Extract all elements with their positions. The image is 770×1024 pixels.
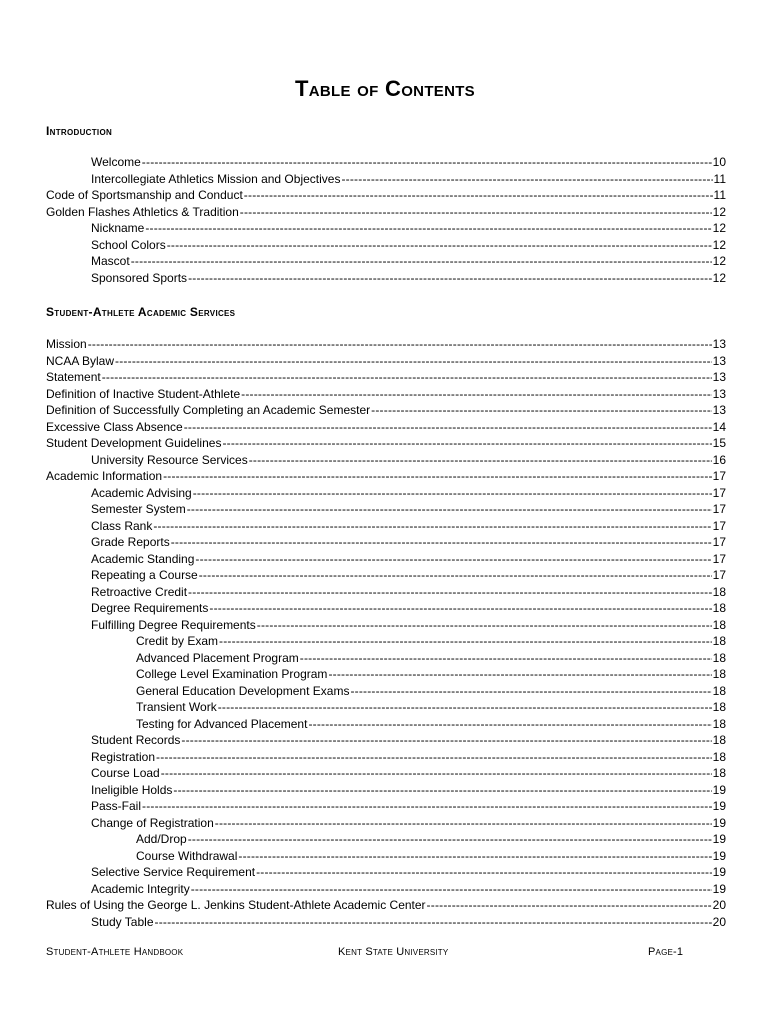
- toc-dot-leader: [155, 914, 712, 931]
- toc-dot-leader: [131, 253, 712, 270]
- toc-entry[interactable]: [91, 154, 726, 171]
- toc-dot-leader: [167, 237, 712, 254]
- toc-entry[interactable]: [136, 650, 726, 667]
- toc-entry-page-number: 12: [712, 221, 726, 235]
- toc-entry-label: Pass-Fail: [91, 799, 142, 813]
- toc-entry-page-number: 18: [712, 716, 726, 731]
- toc-entry-page-number: 10: [712, 155, 726, 169]
- toc-entry[interactable]: [91, 485, 726, 502]
- toc-entry[interactable]: [91, 600, 726, 617]
- toc-dot-leader: [181, 732, 711, 749]
- toc-dot-leader: [156, 749, 712, 766]
- toc-entry-page-number: 17: [712, 568, 726, 582]
- toc-entry[interactable]: [91, 270, 726, 287]
- toc-entry[interactable]: [91, 534, 726, 551]
- toc-entry-label: Intercollegiate Athletics Mission and Objectives: [91, 171, 341, 186]
- toc-entry-page-number: 18: [712, 634, 726, 648]
- toc-dot-leader: [184, 419, 712, 436]
- toc-entry-page-number: 13: [712, 386, 726, 401]
- toc-dot-leader: [222, 435, 711, 452]
- toc-entry[interactable]: [46, 897, 726, 914]
- footer-handbook-title: Student-Athlete Handbook: [46, 946, 184, 958]
- toc-dot-leader: [188, 270, 712, 287]
- toc-entry-page-number: 13: [712, 370, 726, 384]
- toc-entry-page-number: 11: [713, 171, 726, 186]
- toc-entry-page-number: 18: [712, 733, 726, 747]
- toc-entry[interactable]: [91, 567, 726, 584]
- toc-entry-label: Fulfilling Degree Requirements: [91, 617, 256, 632]
- toc-entry[interactable]: [46, 353, 726, 370]
- toc-entry-page-number: 19: [712, 815, 726, 830]
- toc-dot-leader: [199, 567, 712, 584]
- toc-entry-page-number: 13: [712, 403, 726, 417]
- footer-page-number: Page-1: [648, 946, 684, 958]
- toc-dot-leader: [88, 336, 712, 353]
- toc-entry-page-number: 13: [712, 353, 726, 368]
- toc-entry[interactable]: [91, 237, 726, 254]
- toc-entry-label: Student Records: [91, 733, 181, 747]
- toc-entry[interactable]: [46, 336, 726, 353]
- toc-entry-label: Grade Reports: [91, 535, 170, 549]
- toc-entry[interactable]: [91, 584, 726, 601]
- toc-entry-label: Credit by Exam: [136, 634, 219, 648]
- toc-entry-label: Class Rank: [91, 518, 153, 533]
- toc-entry-page-number: 12: [712, 254, 726, 268]
- toc-dot-leader: [427, 897, 712, 914]
- toc-dot-leader: [142, 798, 712, 815]
- toc-dot-leader: [142, 154, 712, 171]
- toc-entry[interactable]: [136, 848, 726, 865]
- toc-entry[interactable]: [91, 798, 726, 815]
- toc-dot-leader: [300, 650, 712, 667]
- toc-entry[interactable]: [136, 683, 726, 700]
- toc-entry[interactable]: [46, 369, 726, 386]
- toc-entry-label: Registration: [91, 749, 156, 764]
- toc-dot-leader: [163, 468, 712, 485]
- toc-entry-page-number: 12: [712, 237, 726, 252]
- toc-entry-label: Add/Drop: [136, 832, 187, 846]
- toc-entry[interactable]: [46, 402, 726, 419]
- toc-entry[interactable]: [91, 765, 726, 782]
- toc-entry[interactable]: [136, 699, 726, 716]
- toc-entry[interactable]: [136, 633, 726, 650]
- toc-dot-leader: [161, 765, 712, 782]
- toc-dot-leader: [153, 518, 711, 535]
- toc-dot-leader: [257, 617, 712, 634]
- toc-entry[interactable]: [46, 386, 726, 403]
- toc-entry[interactable]: [46, 204, 726, 221]
- toc-entry-label: Welcome: [91, 155, 141, 169]
- footer-university-name: Kent State University: [338, 946, 449, 958]
- toc-entry-label: NCAA Bylaw: [46, 353, 115, 368]
- toc-entry-label: Testing for Advanced Placement: [136, 716, 308, 731]
- toc-entry-page-number: 17: [712, 469, 726, 483]
- toc-entry-label: Academic Information: [46, 469, 163, 483]
- toc-entry-label: General Education Development Exams: [136, 683, 350, 698]
- toc-entry-label: Semester System: [91, 502, 186, 516]
- toc-entry-page-number: 20: [712, 898, 726, 912]
- toc-dot-leader: [193, 485, 712, 502]
- toc-entry[interactable]: [46, 187, 726, 204]
- page-title: Table of Contents: [295, 76, 475, 101]
- section-heading-introduction: Introduction: [46, 124, 113, 138]
- toc-entry[interactable]: [91, 220, 726, 237]
- toc-dot-leader: [188, 584, 712, 601]
- toc-dot-leader: [218, 699, 712, 716]
- toc-entry-label: Academic Advising: [91, 485, 192, 500]
- toc-entry-label: School Colors: [91, 237, 166, 252]
- toc-dot-leader: [195, 551, 711, 568]
- toc-entry[interactable]: [46, 419, 726, 436]
- toc-entry[interactable]: [136, 716, 726, 733]
- toc-entry-page-number: 18: [712, 683, 726, 698]
- toc-entry-page-number: 11: [713, 188, 726, 202]
- toc-entry-page-number: 19: [712, 881, 726, 896]
- toc-entry-page-number: 18: [712, 617, 726, 632]
- toc-dot-leader: [256, 864, 712, 881]
- toc-entry-label: Mascot: [91, 254, 130, 268]
- toc-entry-label: Course Load: [91, 766, 160, 780]
- toc-dot-leader: [308, 716, 711, 733]
- toc-entry[interactable]: [46, 435, 726, 452]
- toc-entry-label: Change of Registration: [91, 815, 214, 830]
- toc-dot-leader: [115, 353, 712, 370]
- toc-entry-label: College Level Examination Program: [136, 667, 328, 681]
- toc-entry-label: Academic Integrity: [91, 881, 190, 896]
- toc-entry-label: Golden Flashes Athletics & Tradition: [46, 204, 239, 219]
- toc-entry-label: Student Development Guidelines: [46, 436, 222, 450]
- toc-dot-leader: [173, 782, 711, 799]
- toc-entry-page-number: 18: [712, 749, 726, 764]
- toc-entry-page-number: 12: [712, 270, 726, 285]
- toc-entry[interactable]: [91, 732, 726, 749]
- toc-dot-leader: [188, 831, 712, 848]
- toc-entry-page-number: 17: [712, 485, 726, 500]
- toc-entry-label: Definition of Successfully Completing an Academic Semester: [46, 403, 371, 417]
- toc-entry-label: Rules of Using the George L. Jenkins Student-Athlete Academic Center: [46, 898, 426, 912]
- toc-entry-page-number: 19: [712, 799, 726, 813]
- toc-dot-leader: [328, 666, 711, 683]
- toc-entry-label: Ineligible Holds: [91, 782, 173, 797]
- toc-entry[interactable]: [91, 171, 726, 188]
- toc-entry-page-number: 17: [712, 518, 726, 533]
- toc-entry[interactable]: [91, 501, 726, 518]
- toc-entry-page-number: 18: [712, 766, 726, 780]
- toc-entry-page-number: 15: [712, 436, 726, 450]
- toc-dot-leader: [209, 600, 711, 617]
- toc-dot-leader: [341, 171, 712, 188]
- toc-entry-page-number: 19: [712, 865, 726, 879]
- toc-dot-leader: [171, 534, 712, 551]
- toc-entry[interactable]: [91, 617, 726, 634]
- toc-entry[interactable]: [46, 468, 726, 485]
- toc-entry[interactable]: [91, 253, 726, 270]
- toc-entry[interactable]: [91, 881, 726, 898]
- toc-entry-page-number: 18: [712, 584, 726, 599]
- toc-dot-leader: [350, 683, 711, 700]
- toc-dot-leader: [102, 369, 712, 386]
- toc-dot-leader: [238, 848, 711, 865]
- toc-entry[interactable]: [91, 914, 726, 931]
- toc-entry-label: Mission: [46, 337, 87, 351]
- toc-dot-leader: [191, 881, 712, 898]
- toc-entry-label: Retroactive Credit: [91, 584, 188, 599]
- toc-entry-page-number: 17: [712, 535, 726, 549]
- section-heading-academic-services: Student-Athlete Academic Services: [46, 305, 236, 319]
- toc-entry-page-number: 17: [712, 551, 726, 566]
- toc-entry[interactable]: [91, 518, 726, 535]
- toc-entry-label: Excessive Class Absence: [46, 419, 183, 434]
- toc-dot-leader: [244, 187, 713, 204]
- toc-dot-leader: [219, 633, 712, 650]
- toc-entry-page-number: 20: [712, 914, 726, 929]
- toc-entry[interactable]: [91, 782, 726, 799]
- toc-entry-page-number: 19: [712, 848, 726, 863]
- toc-dot-leader: [371, 402, 711, 419]
- toc-dot-leader: [241, 386, 712, 403]
- toc-entry[interactable]: [91, 864, 726, 881]
- toc-entry-page-number: 18: [712, 667, 726, 681]
- toc-entry-page-number: 18: [712, 650, 726, 665]
- toc-entry-label: Study Table: [91, 914, 154, 929]
- toc-dot-leader: [215, 815, 712, 832]
- toc-entry-label: Statement: [46, 370, 101, 384]
- toc-entry-page-number: 16: [712, 452, 726, 467]
- toc-entry-label: Repeating a Course: [91, 568, 198, 582]
- toc-entry-page-number: 17: [712, 502, 726, 516]
- toc-entry-page-number: 19: [712, 832, 726, 846]
- toc-entry-page-number: 18: [712, 700, 726, 714]
- toc-entry-label: Nickname: [91, 221, 145, 235]
- toc-entry-label: Transient Work: [136, 700, 217, 714]
- toc-entry[interactable]: [91, 749, 726, 766]
- toc-entry-label: Selective Service Requirement: [91, 865, 256, 879]
- toc-entry-label: Definition of Inactive Student-Athlete: [46, 386, 241, 401]
- toc-entry-page-number: 13: [712, 337, 726, 351]
- toc-entry-label: Code of Sportsmanship and Conduct: [46, 188, 243, 202]
- toc-entry[interactable]: [91, 551, 726, 568]
- toc-entry[interactable]: [91, 452, 726, 469]
- toc-entry-label: Course Withdrawal: [136, 848, 238, 863]
- toc-entry-page-number: 12: [712, 204, 726, 219]
- toc-entry-page-number: 18: [712, 601, 726, 615]
- toc-entry-label: Advanced Placement Program: [136, 650, 299, 665]
- toc-entry-page-number: 14: [712, 419, 726, 434]
- toc-dot-leader: [240, 204, 712, 221]
- toc-entry-label: Sponsored Sports: [91, 270, 188, 285]
- toc-dot-leader: [249, 452, 712, 469]
- toc-entry-label: Degree Requirements: [91, 601, 209, 615]
- toc-entry[interactable]: [91, 815, 726, 832]
- toc-dot-leader: [187, 501, 712, 518]
- toc-dot-leader: [145, 220, 711, 237]
- toc-entry-page-number: 19: [712, 782, 726, 797]
- toc-entry-label: Academic Standing: [91, 551, 195, 566]
- toc-entry[interactable]: [136, 831, 726, 848]
- toc-entry-label: University Resource Services: [91, 452, 248, 467]
- toc-entry[interactable]: [136, 666, 726, 683]
